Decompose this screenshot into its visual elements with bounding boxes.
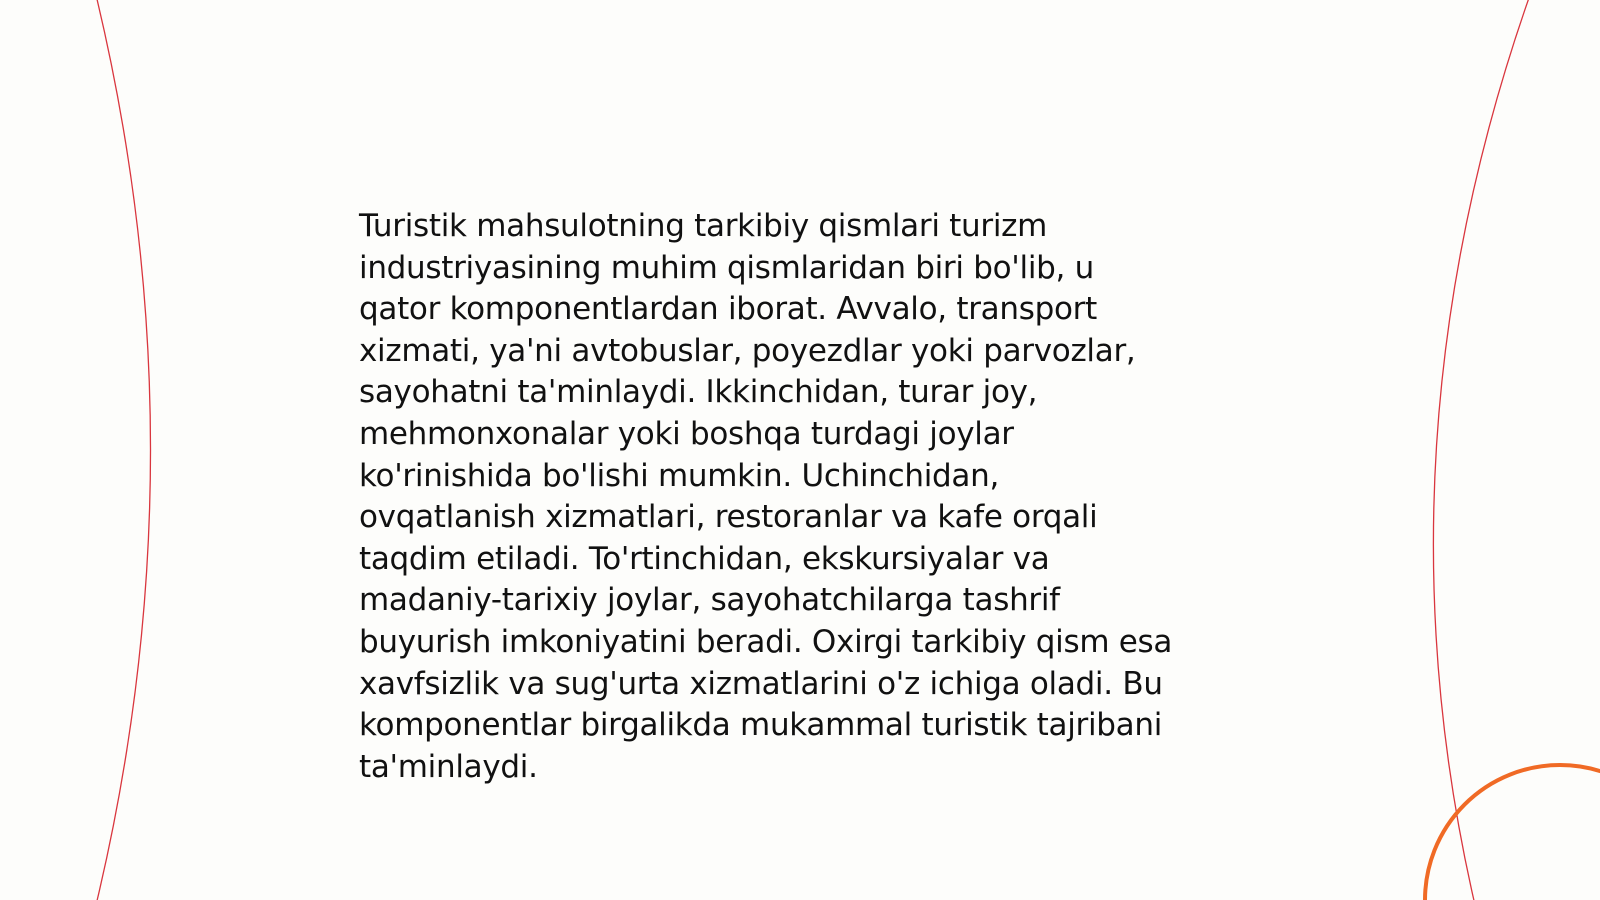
paragraph-line: taqdim etiladi. To'rtinchidan, ekskursiyalar va bbox=[359, 540, 1050, 577]
paragraph-line: Turistik mahsulotning tarkibiy qismlari turizm bbox=[359, 208, 1048, 244]
right-curve bbox=[1433, 0, 1530, 900]
paragraph-line: industriyasining muhim qismlaridan biri bo'lib, u bbox=[359, 249, 1094, 286]
paragraph-line: madaniy-tarixiy joylar, sayohatchilarga tashrif bbox=[359, 582, 1060, 619]
paragraph-line: xizmati, ya'ni avtobuslar, poyezdlar yoki parvozlar, bbox=[359, 332, 1136, 369]
paragraph-line: mehmonxonalar yoki boshqa turdagi joylar bbox=[359, 415, 1014, 452]
paragraph-line: buyurish imkoniyatini beradi. Oxirgi tarkibiy qism esa bbox=[359, 623, 1173, 660]
paragraph-line: ovqatlanish xizmatlari, restoranlar va kafe orqali bbox=[359, 499, 1098, 536]
paragraph-line: xavfsizlik va sug'urta xizmatlarini o'z ichiga oladi. Bu bbox=[359, 665, 1163, 702]
body-paragraph bbox=[359, 206, 1239, 788]
accent-circle bbox=[1425, 765, 1600, 900]
left-curve bbox=[96, 0, 151, 900]
paragraph-line: sayohatni ta'minlaydi. Ikkinchidan, turar joy, bbox=[359, 374, 1038, 411]
paragraph-line: komponentlar birgalikda mukammal turistik tajribani bbox=[359, 707, 1163, 744]
paragraph-line: ko'rinishida bo'lishi mumkin. Uchinchidan, bbox=[359, 457, 1000, 494]
paragraph-line: ta'minlaydi. bbox=[359, 748, 538, 785]
paragraph-line: qator komponentlardan iborat. Avvalo, transport bbox=[359, 291, 1097, 328]
